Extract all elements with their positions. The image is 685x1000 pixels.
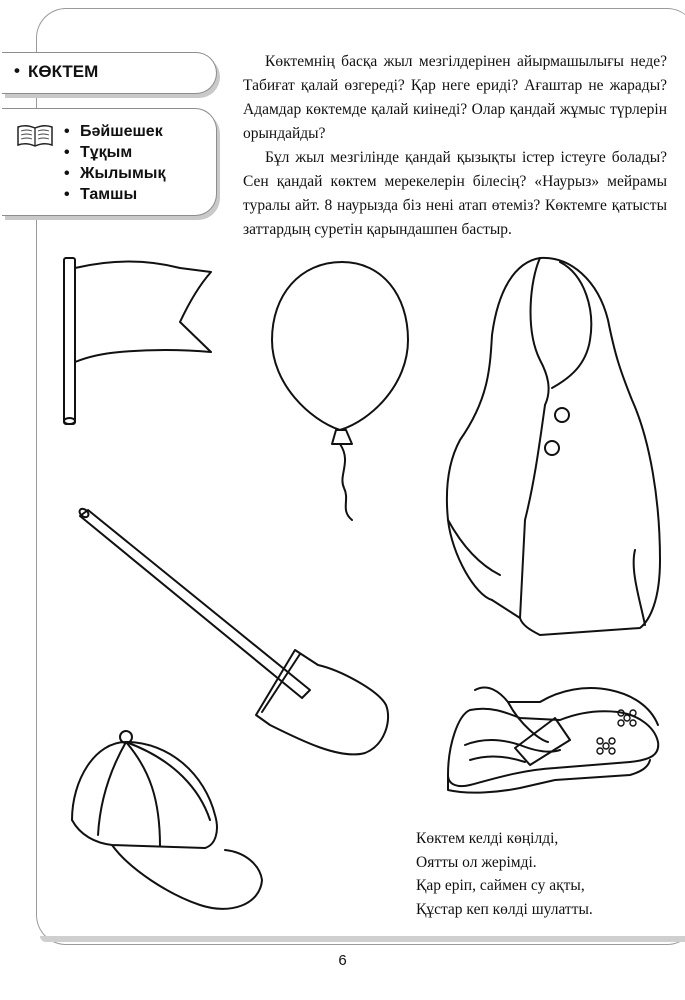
paragraph-1: Көктемнің басқа жыл мезгілдерінен айырмашылығы неде? Табиғат қалай өзгереді? Қар неге ериді? Ағаштар не жарады? Адамдар көктемде қалай киінеді? Олар қандай жұмыс түрлерін орындайды? xyxy=(243,53,667,142)
shovel-drawing xyxy=(78,507,388,754)
page-number: 6 xyxy=(338,952,347,969)
vocab-word: • Жылымық xyxy=(64,163,165,184)
poem-line: Көктем келді көңілді, xyxy=(416,830,559,847)
poem-line: Құстар кеп көлді шулатты. xyxy=(416,900,593,918)
vocab-word: • Тұқым xyxy=(64,142,165,163)
paragraph-2: Бұл жыл мезгілінде қандай қызықты істер істеуге болады? Сен қандай көктем мерекелерін білесің? «Наурыз» мейрамы туралы айт. 8 наурызда біз нені атап өтеміз? Көктемге қатысты заттардың суретін қарындашпен бастыр. xyxy=(243,149,667,238)
vocab-word: • Бәйшешек xyxy=(64,121,165,142)
flag-drawing xyxy=(64,258,211,424)
cap-drawing xyxy=(72,731,262,909)
poem-line: Қар еріп, саймен су ақты, xyxy=(416,877,585,894)
topic-title: • КӨКТЕМ xyxy=(28,62,98,82)
vocab-word: • Тамшы xyxy=(64,184,165,205)
poem-line: Оятты ол жерімді. xyxy=(416,853,537,871)
shoes-drawing xyxy=(448,688,658,793)
balloon-drawing xyxy=(272,262,408,520)
poem xyxy=(416,827,593,921)
raincoat-drawing xyxy=(447,258,660,635)
